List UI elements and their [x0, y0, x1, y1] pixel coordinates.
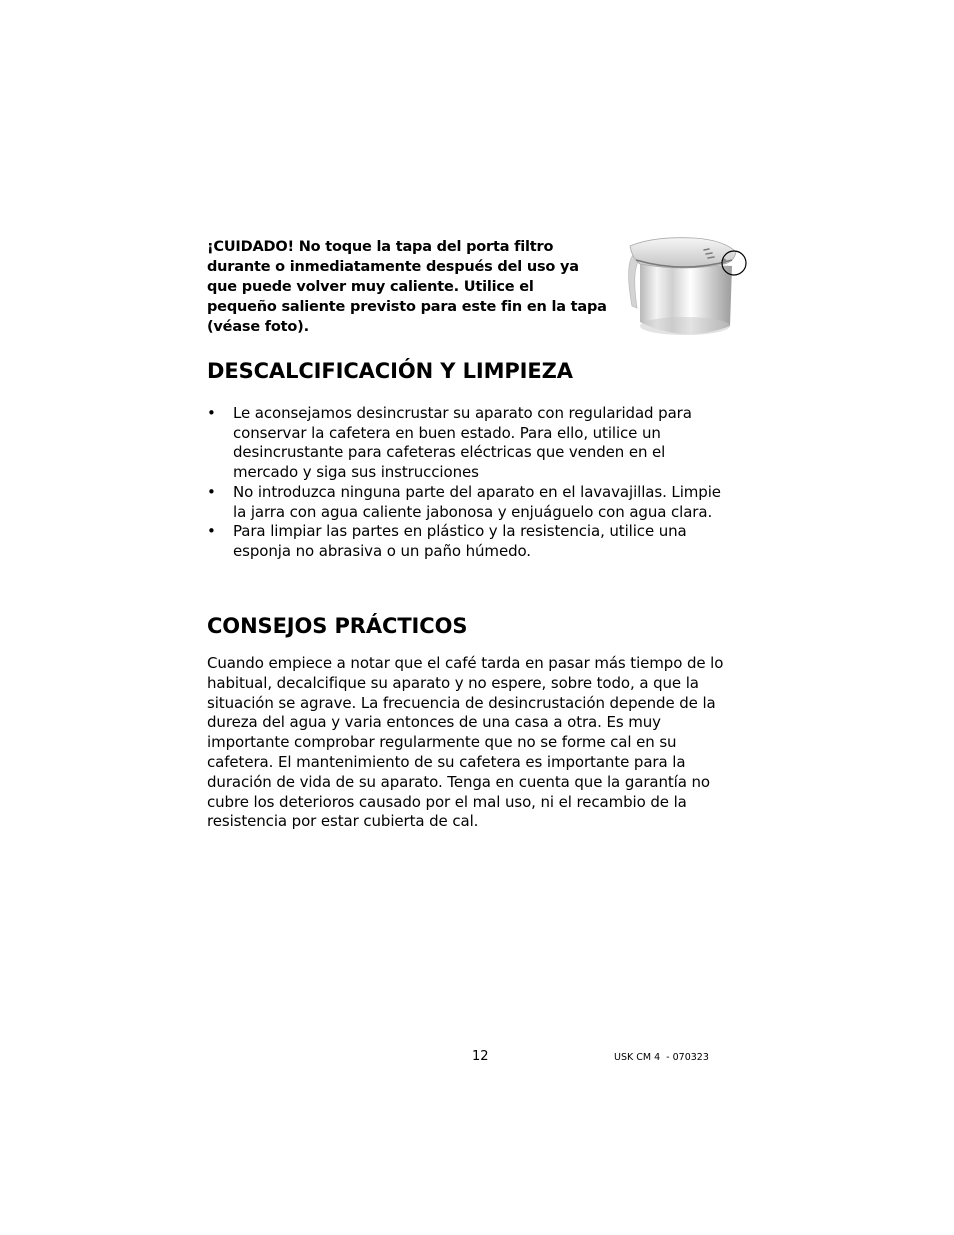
coffee-filter-holder-photo — [624, 232, 752, 342]
bullet-icon: • — [207, 404, 216, 422]
list-item-text: Le aconsejamos desincrustar su aparato con regularidad para conservar la cafetera en buen estado. Para ello, utilice un desincrustante para cafeteras eléctricas que venden en el mercado y siga sus instrucciones — [233, 404, 692, 482]
section-title-consejos: CONSEJOS PRÁCTICOS — [207, 614, 468, 638]
bullet-list — [207, 404, 727, 562]
list-item-text: Para limpiar las partes en plástico y la resistencia, utilice una esponja no abrasiva o un paño húmedo. — [233, 522, 687, 560]
list-item — [207, 404, 727, 483]
bullet-icon: • — [207, 522, 216, 541]
bullet-icon: • — [207, 482, 216, 501]
caution-text: ¡CUIDADO! No toque la tapa del porta filtro durante o inmediatamente después del uso ya que puede volver muy caliente. Utilice el pequeño saliente previsto para este fin en la tapa (véase foto). — [207, 239, 607, 335]
list-item — [207, 483, 727, 522]
page-number: 12 — [472, 1049, 489, 1064]
document-code: USK CM 4 - 070323 — [614, 1052, 709, 1063]
consejos-paragraph: Cuando empiece a notar que el café tarda en pasar más tiempo de lo habitual, decalcifique su aparato y no espere, sobre todo, a que la situación se agrave. La frecuencia de desincrustación depende de la dureza del agua y varia entonces de una casa a otra. Es muy importante comprobar regularmente que no se forme cal en su cafetera. El mantenimiento de su cafetera es importante para la duración de vida de su aparato. Tenga en cuenta que la garantía no cubre los deterioros causado por el mal uso, ni el recambio de la resistencia por estar cubierta de cal. — [207, 654, 724, 831]
section-title-descalcificacion: DESCALCIFICACIÓN Y LIMPIEZA — [207, 359, 573, 383]
list-item-text: No introduzca ninguna parte del aparato en el lavavajillas. Limpie la jarra con agua caliente jabonosa y enjuáguelo con agua clara. — [233, 482, 721, 521]
list-item — [207, 522, 727, 561]
